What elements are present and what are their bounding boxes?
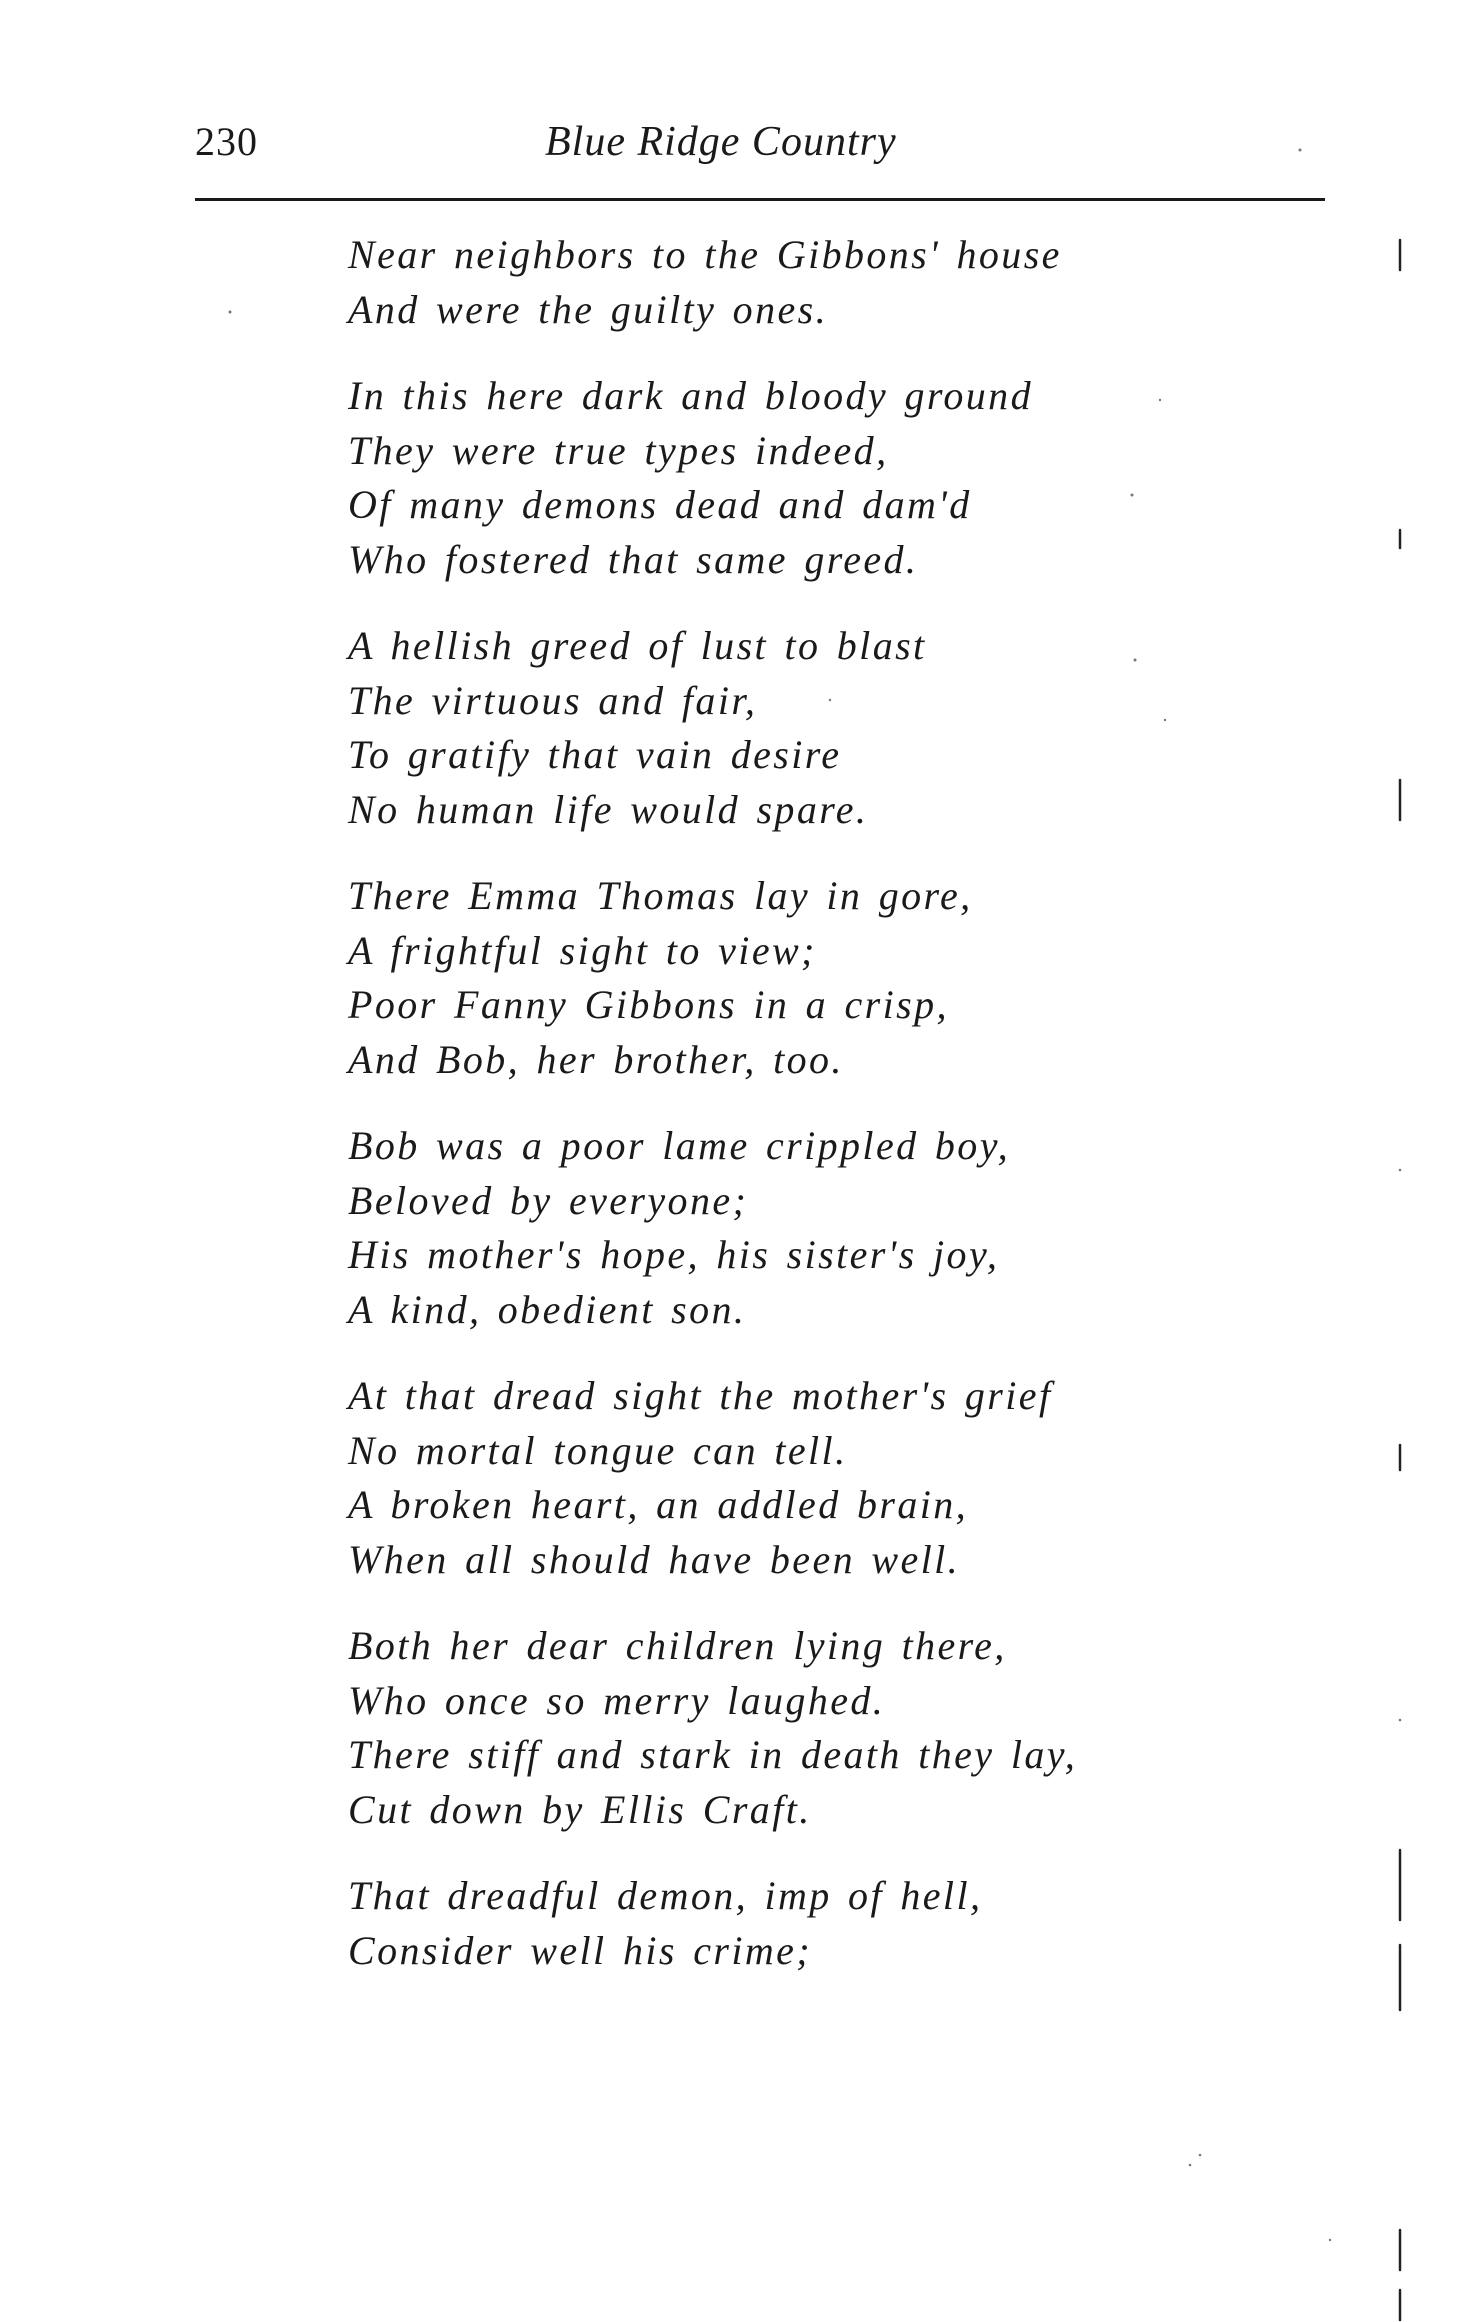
poem-line: Of many demons dead and dam'd xyxy=(348,482,972,527)
page-number: 230 xyxy=(195,119,258,164)
poem-line: And Bob, her brother, too. xyxy=(348,1036,844,1082)
poem-line: Consider well his crime; xyxy=(348,1927,813,1973)
stanza-8 xyxy=(348,1869,1208,1978)
poem-line: His mother's hope, his sister's joy, xyxy=(348,1232,1000,1277)
page-header xyxy=(195,118,1325,188)
poem-line: In this here dark and bloody ground xyxy=(348,373,1033,418)
poem-line: That dreadful demon, imp of hell, xyxy=(348,1873,983,1918)
poem-line: There Emma Thomas lay in gore, xyxy=(348,873,973,918)
poem-line: A broken heart, an addled brain, xyxy=(348,1482,969,1527)
running-title: Blue Ridge Country xyxy=(545,119,897,165)
poem-line: When all should have been well. xyxy=(348,1536,961,1582)
poem-line: No mortal tongue can tell. xyxy=(348,1427,848,1473)
poem-line: Who once so merry laughed. xyxy=(348,1677,886,1723)
stanza-4 xyxy=(348,869,1208,1087)
stanza-3 xyxy=(348,619,1208,837)
poem-line: To gratify that vain desire xyxy=(348,732,842,777)
poem-line: At that dread sight the mother's grief xyxy=(348,1373,1053,1418)
poem-line: No human life would spare. xyxy=(348,786,869,832)
stanza-6 xyxy=(348,1369,1208,1587)
poem-line: A hellish greed of lust to blast xyxy=(348,623,927,668)
poem-line: Near neighbors to the Gibbons' house xyxy=(348,232,1062,277)
poem-line: Poor Fanny Gibbons in a crisp, xyxy=(348,982,949,1027)
poem-line: A frightful sight to view; xyxy=(348,927,817,973)
poem-line: Both her dear children lying there, xyxy=(348,1623,1007,1668)
poem-line: There stiff and stark in death they lay, xyxy=(348,1732,1078,1777)
poem-line: Who fostered that same greed. xyxy=(348,536,919,582)
poem-body xyxy=(348,228,1208,2010)
poem-line: And were the guilty ones. xyxy=(348,286,828,332)
stanza-1 xyxy=(348,228,1208,337)
poem-line: Beloved by everyone; xyxy=(348,1177,749,1223)
poem-line: The virtuous and fair, xyxy=(348,677,758,723)
poem-line: They were true types indeed, xyxy=(348,427,889,473)
stanza-2 xyxy=(348,369,1208,587)
poem-line: A kind, obedient son. xyxy=(348,1286,747,1332)
header-rule xyxy=(195,198,1325,201)
stanza-7 xyxy=(348,1619,1208,1837)
poem-line: Bob was a poor lame crippled boy, xyxy=(348,1123,1011,1168)
poem-line: Cut down by Ellis Craft. xyxy=(348,1786,812,1832)
stanza-5 xyxy=(348,1119,1208,1337)
